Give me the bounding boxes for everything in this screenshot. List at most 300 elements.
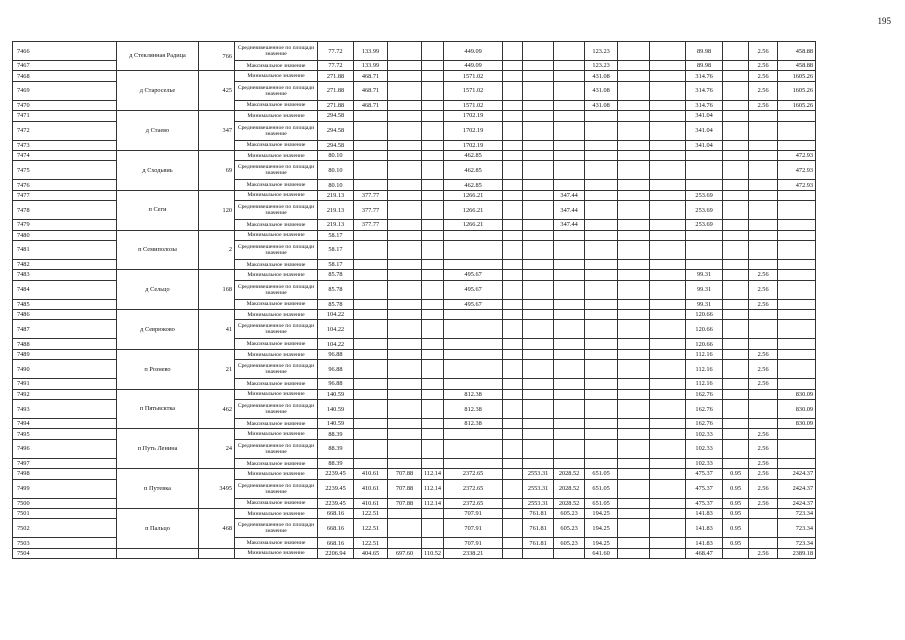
value-cell xyxy=(523,270,554,280)
value-cell xyxy=(650,299,686,309)
value-cell xyxy=(686,150,723,160)
value-cell xyxy=(723,150,749,160)
value-cell xyxy=(618,419,650,429)
value-cell xyxy=(749,320,778,339)
value-cell xyxy=(618,429,650,439)
value-cell xyxy=(422,121,444,140)
value-cell xyxy=(723,349,749,359)
value-cell: 341.04 xyxy=(686,111,723,121)
row-id: 7488 xyxy=(13,339,117,349)
value-cell: 651.05 xyxy=(585,469,618,479)
value-cell: 723.34 xyxy=(778,519,816,538)
value-cell: 431.08 xyxy=(585,71,618,81)
value-cell xyxy=(388,320,422,339)
population: 3495 xyxy=(199,469,235,509)
value-cell: 377.77 xyxy=(354,190,388,200)
value-cell xyxy=(723,299,749,309)
value-type: Минимальное значение xyxy=(235,150,318,160)
value-cell: 605.23 xyxy=(554,519,585,538)
value-cell xyxy=(554,161,585,180)
value-cell xyxy=(650,100,686,110)
value-cell: 347.44 xyxy=(554,190,585,200)
value-cell xyxy=(585,121,618,140)
value-cell xyxy=(723,42,749,61)
value-cell: 1266.21 xyxy=(444,220,503,230)
settlement-name: д Стеклянная Радица xyxy=(117,42,199,71)
value-cell xyxy=(554,349,585,359)
value-cell: 123.23 xyxy=(585,61,618,71)
value-cell xyxy=(354,429,388,439)
value-cell: 2239.45 xyxy=(318,498,354,508)
value-cell xyxy=(388,299,422,309)
value-cell xyxy=(523,230,554,240)
value-cell: 468.71 xyxy=(354,100,388,110)
value-cell xyxy=(650,150,686,160)
value-cell xyxy=(749,259,778,269)
value-cell: 99.31 xyxy=(686,280,723,299)
value-cell xyxy=(554,270,585,280)
value-cell: 723.34 xyxy=(778,538,816,548)
value-cell xyxy=(778,230,816,240)
value-cell xyxy=(523,259,554,269)
value-cell xyxy=(618,479,650,498)
value-cell xyxy=(554,259,585,269)
value-type: Максимальное значение xyxy=(235,299,318,309)
value-cell xyxy=(444,259,503,269)
value-cell: 458.88 xyxy=(778,42,816,61)
value-cell xyxy=(554,548,585,558)
value-cell xyxy=(618,71,650,81)
value-cell xyxy=(354,320,388,339)
value-cell xyxy=(650,190,686,200)
value-cell xyxy=(650,240,686,259)
value-cell: 120.66 xyxy=(686,320,723,339)
value-cell: 462.85 xyxy=(444,180,503,190)
value-cell xyxy=(778,379,816,389)
value-cell xyxy=(650,320,686,339)
value-cell xyxy=(650,61,686,71)
value-cell: 1702.19 xyxy=(444,140,503,150)
value-cell xyxy=(523,339,554,349)
value-cell: 2.56 xyxy=(749,61,778,71)
value-type: Средневзвешенное по площади значение xyxy=(235,439,318,458)
value-cell: 341.04 xyxy=(686,121,723,140)
value-cell xyxy=(503,508,523,518)
value-cell: 431.08 xyxy=(585,81,618,100)
value-cell: 102.33 xyxy=(686,458,723,468)
value-cell xyxy=(778,220,816,230)
value-cell: 341.04 xyxy=(686,140,723,150)
value-cell: 761.81 xyxy=(523,508,554,518)
value-cell xyxy=(618,349,650,359)
value-cell: 112.16 xyxy=(686,349,723,359)
value-cell: 141.83 xyxy=(686,519,723,538)
value-cell xyxy=(650,280,686,299)
value-type: Средневзвешенное по площади значение xyxy=(235,479,318,498)
value-cell: 651.05 xyxy=(585,498,618,508)
value-cell xyxy=(503,419,523,429)
value-cell xyxy=(585,240,618,259)
value-cell xyxy=(503,310,523,320)
value-cell xyxy=(650,429,686,439)
value-cell: 2.56 xyxy=(749,429,778,439)
value-cell xyxy=(388,42,422,61)
value-cell: 219.13 xyxy=(318,220,354,230)
value-type: Средневзвешенное по площади значение xyxy=(235,360,318,379)
value-cell xyxy=(388,458,422,468)
value-cell xyxy=(554,111,585,121)
value-cell xyxy=(723,190,749,200)
value-cell xyxy=(585,299,618,309)
value-cell xyxy=(388,280,422,299)
value-cell xyxy=(749,150,778,160)
data-table xyxy=(12,41,816,559)
value-cell xyxy=(388,379,422,389)
value-cell: 651.05 xyxy=(585,479,618,498)
value-cell xyxy=(503,280,523,299)
value-cell xyxy=(422,240,444,259)
value-cell xyxy=(354,270,388,280)
value-cell xyxy=(749,519,778,538)
value-cell xyxy=(723,320,749,339)
value-cell: 140.59 xyxy=(318,389,354,399)
value-cell xyxy=(618,508,650,518)
table-row xyxy=(13,429,816,439)
settlement-name: д Сходьвиь xyxy=(117,150,199,190)
value-cell xyxy=(388,538,422,548)
value-cell xyxy=(422,320,444,339)
value-cell xyxy=(618,100,650,110)
settlement-name xyxy=(117,548,199,558)
value-cell xyxy=(778,270,816,280)
value-cell xyxy=(585,349,618,359)
value-cell xyxy=(585,379,618,389)
value-cell xyxy=(554,100,585,110)
row-id: 7467 xyxy=(13,61,117,71)
value-cell xyxy=(388,360,422,379)
value-cell xyxy=(523,42,554,61)
value-cell xyxy=(388,400,422,419)
value-cell xyxy=(618,180,650,190)
row-id: 7477 xyxy=(13,190,117,200)
value-cell: 2028.52 xyxy=(554,469,585,479)
value-cell: 2.56 xyxy=(749,458,778,468)
value-cell xyxy=(503,429,523,439)
value-cell: 122.51 xyxy=(354,519,388,538)
value-cell xyxy=(388,61,422,71)
row-id: 7496 xyxy=(13,439,117,458)
value-cell: 253.69 xyxy=(686,220,723,230)
value-cell: 99.31 xyxy=(686,270,723,280)
value-cell: 314.76 xyxy=(686,81,723,100)
value-cell xyxy=(503,479,523,498)
value-cell xyxy=(723,389,749,399)
value-cell: 0.95 xyxy=(723,469,749,479)
row-id: 7481 xyxy=(13,240,117,259)
value-cell: 605.23 xyxy=(554,538,585,548)
table-row xyxy=(13,270,816,280)
row-id: 7487 xyxy=(13,320,117,339)
value-cell xyxy=(749,161,778,180)
value-cell xyxy=(585,429,618,439)
population: 347 xyxy=(199,111,235,151)
value-cell: 495.67 xyxy=(444,270,503,280)
value-cell xyxy=(723,240,749,259)
value-cell xyxy=(618,140,650,150)
value-type: Максимальное значение xyxy=(235,61,318,71)
value-cell: 122.51 xyxy=(354,508,388,518)
value-cell: 2.56 xyxy=(749,42,778,61)
value-cell xyxy=(354,310,388,320)
value-cell xyxy=(723,439,749,458)
value-cell: 162.76 xyxy=(686,389,723,399)
value-cell xyxy=(778,360,816,379)
value-cell xyxy=(650,111,686,121)
row-id: 7482 xyxy=(13,259,117,269)
value-cell: 110.52 xyxy=(422,548,444,558)
value-cell xyxy=(618,458,650,468)
value-cell xyxy=(422,379,444,389)
value-cell: 697.60 xyxy=(388,548,422,558)
value-cell xyxy=(585,140,618,150)
value-type: Минимальное значение xyxy=(235,71,318,81)
value-cell: 472.93 xyxy=(778,150,816,160)
value-cell xyxy=(554,320,585,339)
value-cell xyxy=(778,458,816,468)
value-cell: 294.58 xyxy=(318,121,354,140)
value-cell: 468.71 xyxy=(354,71,388,81)
value-cell xyxy=(444,349,503,359)
value-cell xyxy=(585,150,618,160)
row-id: 7473 xyxy=(13,140,117,150)
value-cell xyxy=(388,121,422,140)
value-cell xyxy=(523,81,554,100)
value-cell xyxy=(503,180,523,190)
value-cell xyxy=(686,240,723,259)
value-cell xyxy=(444,320,503,339)
value-cell: 294.58 xyxy=(318,111,354,121)
value-cell xyxy=(388,419,422,429)
value-cell: 1605.26 xyxy=(778,81,816,100)
value-cell xyxy=(422,419,444,429)
value-cell xyxy=(354,121,388,140)
value-cell xyxy=(650,310,686,320)
value-cell: 1266.21 xyxy=(444,201,503,220)
table-row xyxy=(13,469,816,479)
value-cell: 2389.18 xyxy=(778,548,816,558)
value-cell xyxy=(650,161,686,180)
value-cell xyxy=(585,339,618,349)
row-id: 7472 xyxy=(13,121,117,140)
value-cell xyxy=(618,81,650,100)
value-type: Максимальное значение xyxy=(235,100,318,110)
value-cell xyxy=(503,81,523,100)
value-cell xyxy=(723,81,749,100)
value-type: Минимальное значение xyxy=(235,469,318,479)
value-cell: 347.44 xyxy=(554,201,585,220)
value-cell: 80.10 xyxy=(318,180,354,190)
value-cell xyxy=(723,548,749,558)
value-cell: 2424.37 xyxy=(778,498,816,508)
value-cell xyxy=(778,111,816,121)
value-cell xyxy=(723,429,749,439)
table-row xyxy=(13,230,816,240)
value-cell: 104.22 xyxy=(318,310,354,320)
value-cell xyxy=(749,140,778,150)
value-cell xyxy=(503,400,523,419)
value-cell xyxy=(422,230,444,240)
value-cell xyxy=(503,42,523,61)
value-cell xyxy=(650,81,686,100)
value-type: Минимальное значение xyxy=(235,389,318,399)
value-cell: 668.16 xyxy=(318,519,354,538)
value-cell xyxy=(585,270,618,280)
value-cell xyxy=(585,201,618,220)
value-cell: 89.98 xyxy=(686,42,723,61)
settlement-name: п Сеги xyxy=(117,190,199,230)
value-cell xyxy=(749,111,778,121)
population: 41 xyxy=(199,310,235,350)
value-type: Максимальное значение xyxy=(235,220,318,230)
value-cell xyxy=(503,100,523,110)
value-cell xyxy=(503,201,523,220)
value-cell: 89.98 xyxy=(686,61,723,71)
value-cell xyxy=(618,270,650,280)
value-cell xyxy=(444,429,503,439)
value-cell xyxy=(723,111,749,121)
row-id: 7504 xyxy=(13,548,117,558)
value-cell xyxy=(523,458,554,468)
value-cell: 707.91 xyxy=(444,538,503,548)
value-cell: 458.88 xyxy=(778,61,816,71)
value-cell xyxy=(723,310,749,320)
value-type: Минимальное значение xyxy=(235,349,318,359)
value-cell: 668.16 xyxy=(318,538,354,548)
value-cell xyxy=(554,389,585,399)
value-cell xyxy=(422,220,444,230)
value-cell xyxy=(723,270,749,280)
value-cell xyxy=(749,389,778,399)
value-cell: 1266.21 xyxy=(444,190,503,200)
value-cell xyxy=(723,220,749,230)
value-cell: 1702.19 xyxy=(444,111,503,121)
value-cell xyxy=(523,180,554,190)
value-cell xyxy=(778,439,816,458)
value-cell xyxy=(585,439,618,458)
table-row xyxy=(13,111,816,121)
value-cell xyxy=(523,220,554,230)
value-cell: 2028.52 xyxy=(554,479,585,498)
value-cell xyxy=(388,140,422,150)
value-cell xyxy=(554,61,585,71)
value-cell xyxy=(354,339,388,349)
value-cell xyxy=(388,161,422,180)
value-cell: 112.16 xyxy=(686,379,723,389)
value-type: Минимальное значение xyxy=(235,508,318,518)
value-cell xyxy=(503,339,523,349)
value-cell: 271.88 xyxy=(318,71,354,81)
value-cell: 99.31 xyxy=(686,299,723,309)
value-cell xyxy=(523,320,554,339)
value-cell xyxy=(422,349,444,359)
value-cell xyxy=(749,190,778,200)
value-cell xyxy=(778,259,816,269)
value-cell xyxy=(554,121,585,140)
value-cell xyxy=(585,280,618,299)
value-cell: 410.61 xyxy=(354,498,388,508)
value-cell: 96.88 xyxy=(318,379,354,389)
value-cell xyxy=(554,419,585,429)
value-cell xyxy=(723,419,749,429)
value-type: Максимальное значение xyxy=(235,259,318,269)
value-cell: 2.56 xyxy=(749,349,778,359)
value-cell xyxy=(388,339,422,349)
value-cell: 707.88 xyxy=(388,479,422,498)
row-id: 7494 xyxy=(13,419,117,429)
value-cell xyxy=(723,71,749,81)
value-cell xyxy=(388,240,422,259)
value-cell: 141.83 xyxy=(686,508,723,518)
value-cell: 830.09 xyxy=(778,400,816,419)
settlement-name: д Староселье xyxy=(117,71,199,111)
value-cell xyxy=(523,419,554,429)
value-type: Максимальное значение xyxy=(235,498,318,508)
value-cell xyxy=(503,389,523,399)
value-cell xyxy=(354,458,388,468)
row-id: 7471 xyxy=(13,111,117,121)
value-cell xyxy=(503,458,523,468)
value-cell xyxy=(503,379,523,389)
value-cell xyxy=(618,498,650,508)
value-cell xyxy=(388,81,422,100)
population: 21 xyxy=(199,349,235,389)
value-cell: 812.38 xyxy=(444,389,503,399)
value-cell xyxy=(503,161,523,180)
value-cell xyxy=(422,310,444,320)
value-cell xyxy=(778,190,816,200)
value-cell: 2424.37 xyxy=(778,469,816,479)
value-cell xyxy=(388,201,422,220)
value-cell: 2.56 xyxy=(749,81,778,100)
value-cell xyxy=(618,259,650,269)
value-type: Минимальное значение xyxy=(235,270,318,280)
value-cell xyxy=(585,230,618,240)
value-cell xyxy=(388,150,422,160)
value-cell xyxy=(723,400,749,419)
value-cell xyxy=(422,270,444,280)
value-cell xyxy=(650,339,686,349)
value-cell xyxy=(503,360,523,379)
value-cell xyxy=(422,400,444,419)
value-cell: 2.56 xyxy=(749,498,778,508)
value-cell xyxy=(388,389,422,399)
population: 120 xyxy=(199,190,235,230)
value-cell xyxy=(354,400,388,419)
value-cell: 707.91 xyxy=(444,519,503,538)
value-cell: 404.65 xyxy=(354,548,388,558)
value-cell xyxy=(523,429,554,439)
value-cell: 88.39 xyxy=(318,429,354,439)
value-cell xyxy=(354,280,388,299)
population: 24 xyxy=(199,429,235,469)
value-cell xyxy=(618,310,650,320)
value-cell xyxy=(554,280,585,299)
value-cell: 431.08 xyxy=(585,100,618,110)
table-row xyxy=(13,150,816,160)
value-cell xyxy=(618,42,650,61)
settlement-name: п Путевка xyxy=(117,469,199,509)
value-cell xyxy=(585,111,618,121)
